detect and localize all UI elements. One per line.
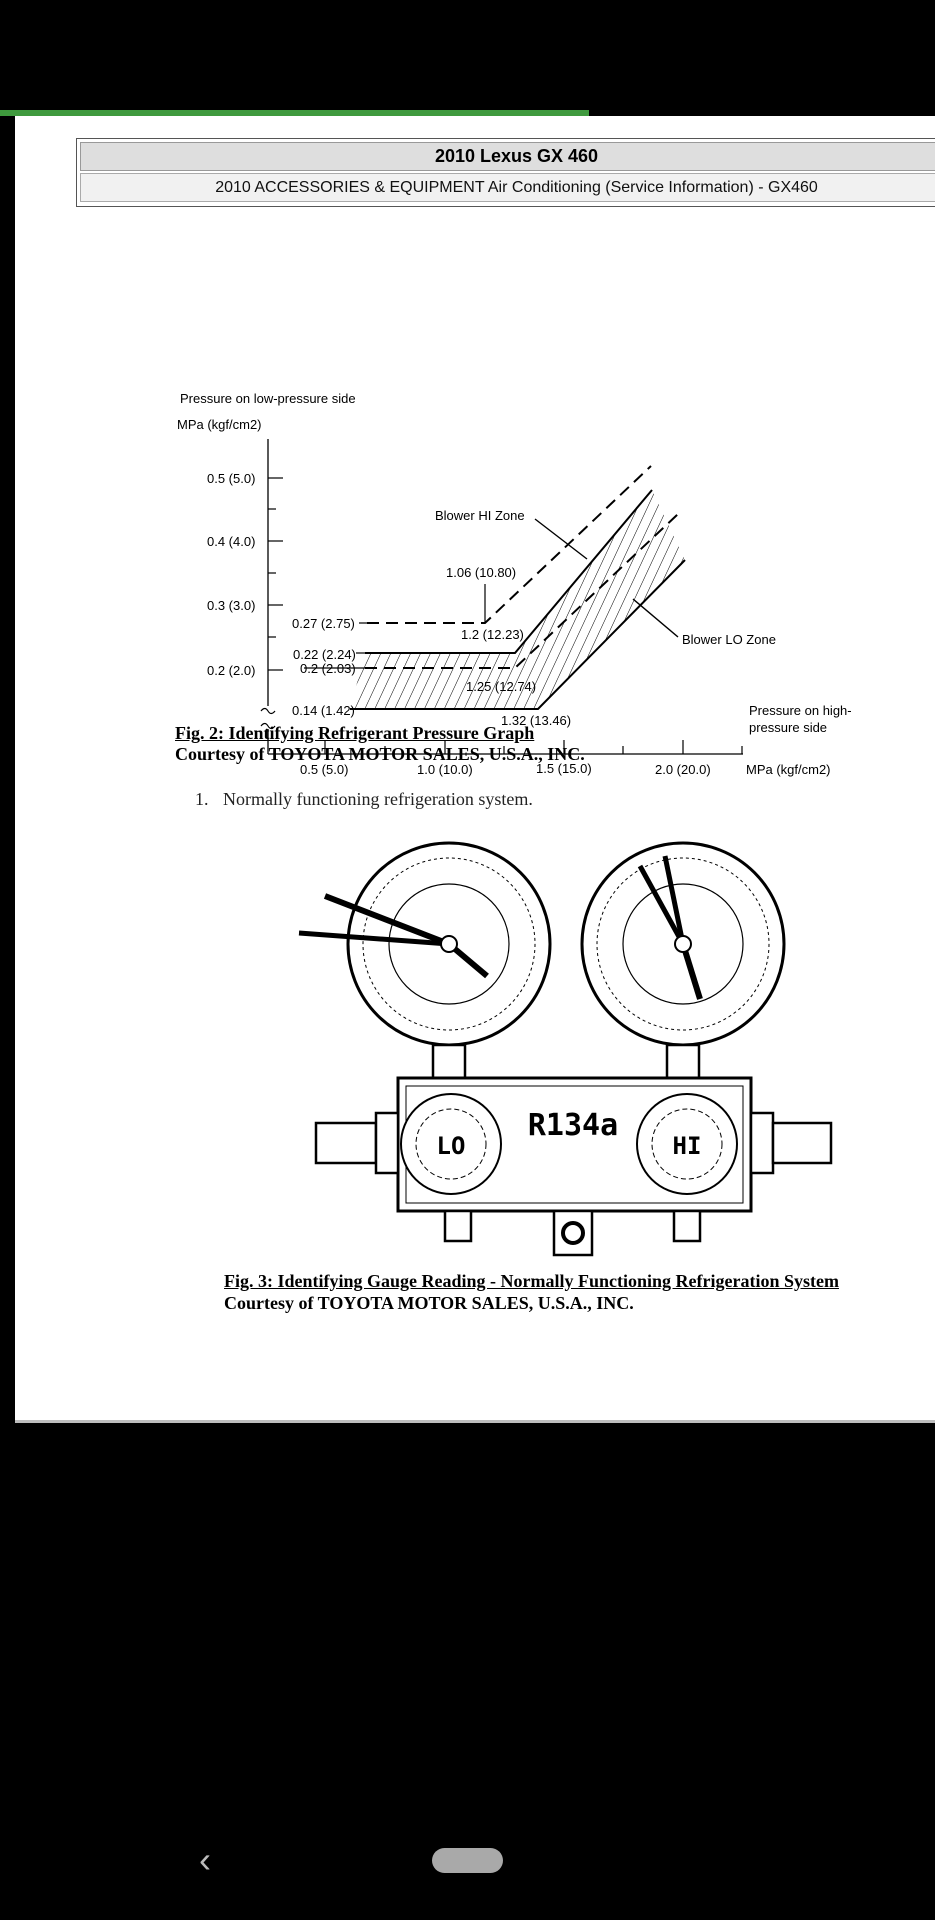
x-tick-0.5: 0.5 (5.0) xyxy=(300,762,349,777)
lo-label: LO xyxy=(436,1132,466,1160)
left-edge xyxy=(0,116,15,1420)
pressure-graph xyxy=(15,266,935,786)
label-0.22: 0.22 (2.24) xyxy=(293,647,356,662)
x-axis-title-2: pressure side xyxy=(749,720,828,735)
hi-pressure-gauge xyxy=(582,843,784,1045)
label-0.14: 0.14 (1.42) xyxy=(292,703,355,718)
document-header xyxy=(76,138,935,207)
chevron-left-icon[interactable]: ‹ xyxy=(199,1839,211,1880)
x-tick-1.0: 1.0 (10.0) xyxy=(417,762,473,777)
label-1.25: 1.25 (12.74) xyxy=(466,679,537,694)
blower-lo-zone-label: Blower LO Zone xyxy=(682,632,776,647)
lo-pressure-gauge xyxy=(299,843,550,1045)
label-1.32: 1.32 (13.46) xyxy=(501,713,572,728)
list-marker: 1. xyxy=(195,789,209,809)
list-item-text: Normally functioning refrigeration system. xyxy=(223,789,533,809)
y-axis-break-icon xyxy=(261,709,275,714)
page-bottom-rule xyxy=(15,1420,935,1423)
label-1.2: 1.2 (12.23) xyxy=(461,627,524,642)
hi-label: HI xyxy=(672,1132,702,1160)
blower-hi-zone-label: Blower HI Zone xyxy=(435,508,525,523)
y-tick-0.2: 0.2 (2.0) xyxy=(207,663,256,678)
fig2-caption-title: Fig. 2: Identifying Refrigerant Pressure Graph xyxy=(175,723,535,743)
y-tick-0.4: 0.4 (4.0) xyxy=(207,534,256,549)
y-axis-title-2: MPa (kgf/cm2) xyxy=(177,417,262,432)
label-0.27: 0.27 (2.75) xyxy=(292,616,355,631)
manifold-label: R134a xyxy=(527,1108,619,1143)
fig3-caption-title: Fig. 3: Identifying Gauge Reading - Normally Functioning Refrigeration System xyxy=(224,1271,839,1291)
y-tick-0.3: 0.3 (3.0) xyxy=(207,598,256,613)
home-pill-icon[interactable] xyxy=(432,1848,503,1873)
document-page xyxy=(15,116,935,1420)
label-1.06: 1.06 (10.80) xyxy=(446,565,517,580)
y-axis-title-1: Pressure on low-pressure side xyxy=(180,391,356,406)
y-tick-0.5: 0.5 (5.0) xyxy=(207,471,256,486)
x-axis-title-1: Pressure on high- xyxy=(749,703,852,718)
fig2-caption-courtesy: Courtesy of TOYOTA MOTOR SALES, U.S.A., INC. xyxy=(175,744,585,764)
x-axis-unit: MPa (kgf/cm2) xyxy=(746,762,831,777)
fig3-caption-courtesy: Courtesy of TOYOTA MOTOR SALES, U.S.A., INC. xyxy=(224,1293,634,1313)
x-tick-1.5: 1.5 (15.0) xyxy=(536,761,592,776)
document-subtitle: 2010 ACCESSORIES & EQUIPMENT Air Conditioning (Service Information) - GX460 xyxy=(80,173,935,202)
label-0.2: 0.2 (2.03) xyxy=(300,661,356,676)
list-item-1 xyxy=(195,789,533,810)
document-title: 2010 Lexus GX 460 xyxy=(80,142,935,171)
x-tick-2.0: 2.0 (20.0) xyxy=(655,762,711,777)
